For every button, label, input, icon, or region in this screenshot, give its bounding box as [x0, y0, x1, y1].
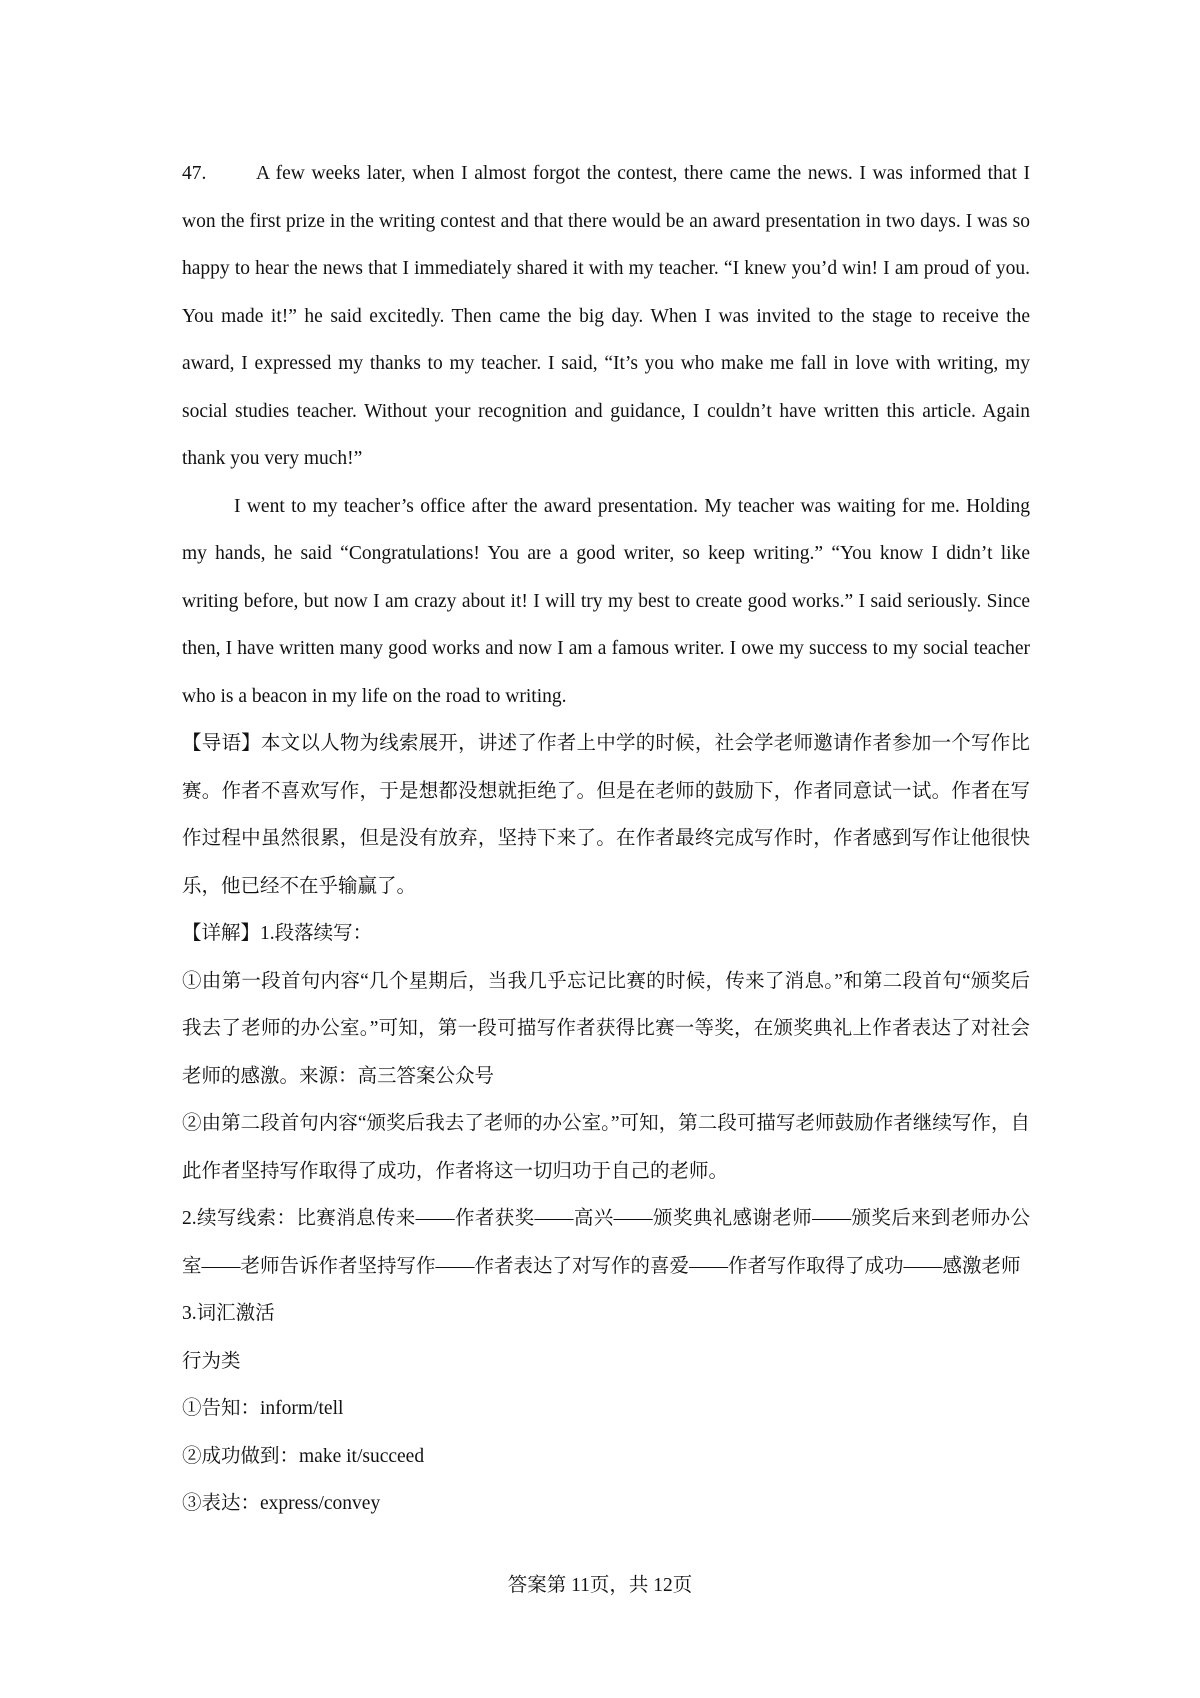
vocab-category: 行为类	[182, 1350, 241, 1372]
detail-point-2: ②由第二段首句内容“颁奖后我去了老师的办公室。”可知，第二段可描写老师鼓励作者继续写作，自此作者坚持写作取得了成功，作者将这一切归功于自己的老师。	[182, 1113, 1030, 1182]
detail-point-1: ①由第一段首句内容“几个星期后，当我几乎忘记比赛的时候，传来了消息。”和第二段首句“颁奖后我去了老师的办公室。”可知，第一段可描写作者获得比赛一等奖，在颁奖典礼上作者表达了对社会老师的感激。来源：高三答案公众号	[182, 970, 1030, 1087]
guide-section: 【导语】本文以人物为线索展开，讲述了作者上中学的时候，社会学老师邀请作者参加一个写作比赛。作者不喜欢写作，于是想都没想就拒绝了。但是在老师的鼓励下，作者同意试一试。作者在写作过程中虽然很累，但是没有放弃，坚持下来了。在作者最终完成写作时，作者感到写作让他很快乐，他已经不在乎输赢了。	[182, 733, 1030, 897]
vocab-item: ③表达：express/convey	[182, 1493, 381, 1514]
paragraph-1-text: A few weeks later, when I almost forgot the contest, there came the news. I was informed that I won the first prize in the writing contest and that there would be an award presentation in two days. I was so happy to hear the news that I immediately shared it with my teacher. “I knew you’d win! I am proud of you. You made it!” he said excitedly. Then came the big day. When I was invited to the stage to receive the award, I expressed my thanks to my teacher. I said, “It’s you who make me fall in love with writing, my social studies teacher. Without your recognition and guidance, I couldn’t have written this article. Again thank you very much!”	[182, 163, 1030, 469]
vocab-item: ①告知：inform/tell	[182, 1398, 344, 1419]
detail-heading: 【详解】1.段落续写：	[182, 923, 373, 944]
question-47-paragraph-2: I went to my teacher’s office after the award presentation. My teacher was waiting for me. Holding my hands, he said “Congratulations! You are a good writer, so keep writing.” “You know I didn’t like writing before, but now I am crazy about it! I will try my best to create good works.” I said seriously. Since then, I have written many good works and now I am a famous writer. I owe my success to my social teacher who is a beacon in my life on the road to writing.	[182, 495, 1030, 707]
answer-content	[182, 150, 1030, 1528]
vocab-item: ②成功做到：make it/succeed	[182, 1445, 425, 1467]
vocab-heading: 3.词汇激活	[182, 1303, 275, 1324]
question-47-paragraph-1	[182, 150, 1030, 483]
page-footer: 答案第 11页，共 12页	[507, 1575, 693, 1596]
question-number: 47.	[182, 163, 207, 184]
continuation-clues: 2.续写线索：比赛消息传来——作者获奖——高兴——颁奖典礼感谢老师——颁奖后来到老师办公室——老师告诉作者坚持写作——作者表达了对写作的喜爱——作者写作取得了成功——感激老师	[182, 1208, 1030, 1277]
